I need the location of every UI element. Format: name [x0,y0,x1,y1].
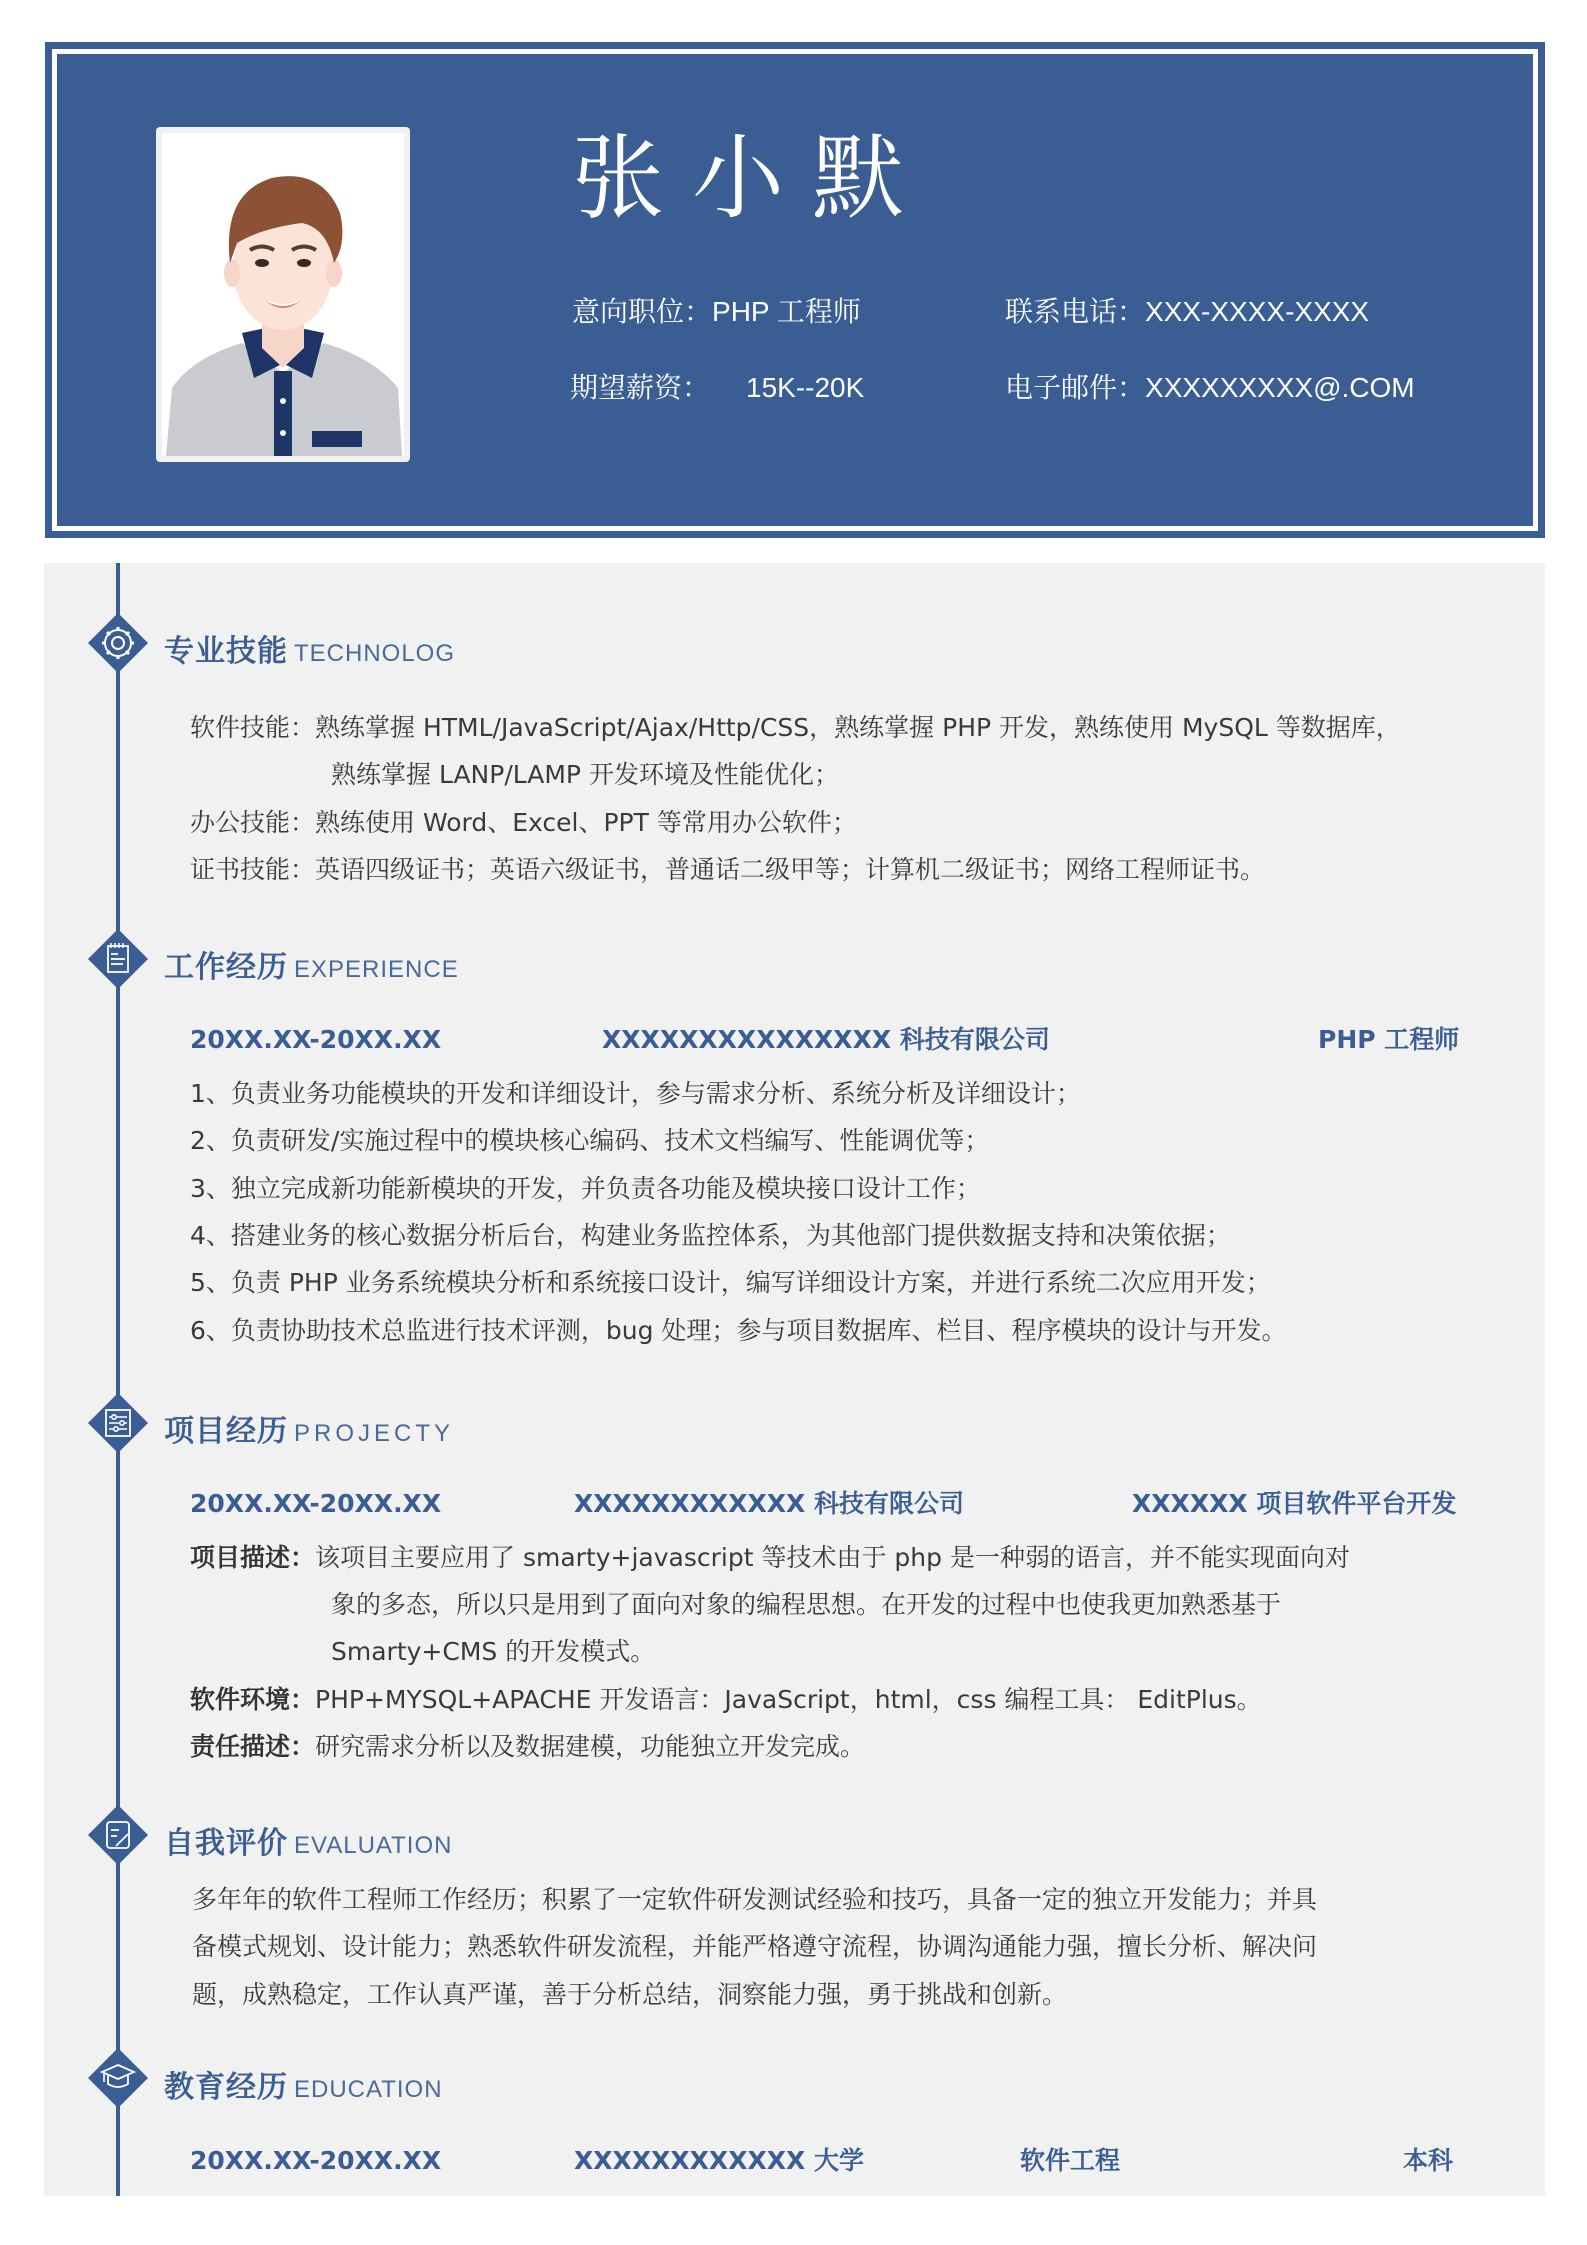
project-environment [190,1685,1262,1715]
work-title-cn: 工作经历 [164,950,288,985]
salary-field [570,370,864,406]
evaluation-section-title [164,1818,452,1862]
project-name: XXXXXX 项目软件平台开发 [1132,1489,1457,1518]
candidate-name: 张小默 [572,125,933,232]
evaluation-title-cn: 自我评价 [164,1826,288,1861]
profile-photo [162,133,404,456]
skills-title-en: TECHNOLOG [294,640,456,667]
skill-label: 软件技能： [190,713,316,742]
work-date: 20XX.XX-20XX.XX [190,1025,442,1054]
skill-label: 办公技能： [190,808,316,837]
skill-item-office [190,808,857,838]
phone-value: XXX-XXXX-XXXX [1145,296,1370,327]
skills-section-title [164,626,455,670]
profile-photo-frame [156,127,410,462]
work-section-marker [88,929,148,989]
salary-label: 期望薪资： [570,371,711,404]
work-section-title [164,942,459,986]
skill-text: 熟练掌握 HTML/JavaScript/Ajax/Http/CSS，熟练掌握 PHP 开发，熟练使用 MySQL 等数据库， [315,713,1401,742]
work-duty: 3、独立完成新功能新模块的开发，并负责各功能及模块接口设计工作； [190,1174,981,1203]
evaluation-section-marker [88,1805,148,1865]
email-field [1005,370,1415,406]
phone-label: 联系电话： [1005,295,1146,328]
project-env-text: PHP+MYSQL+APACHE 开发语言：JavaScript，html，css 编程工具： EditPlus。 [315,1685,1262,1714]
skills-title-cn: 专业技能 [164,634,288,669]
work-duty: 4、搭建业务的核心数据分析后台，构建业务监控体系，为其他部门提供数据支持和决策依据； [190,1221,1231,1250]
email-value: XXXXXXXXX@.COM [1145,372,1415,403]
education-school: XXXXXXXXXXXX 大学 [574,2146,865,2175]
timeline-line [116,563,120,2196]
edit-note-icon [88,1805,148,1865]
education-section-marker [88,2048,148,2108]
project-env-label: 软件环境： [190,1685,316,1714]
work-duty: 5、负责 PHP 业务系统模块分析和系统接口设计，编写详细设计方案，并进行系统二次应用开发； [190,1268,1271,1297]
evaluation-text-line: 多年年的软件工程师工作经历；积累了一定软件研发测试经验和技巧，具备一定的独立开发能力；并具 [192,1885,1318,1914]
education-date: 20XX.XX-20XX.XX [190,2146,442,2175]
project-desc-cont: 象的多态，所以只是用到了面向对象的编程思想。在开发的过程中也使我更加熟悉基于 [331,1590,1282,1619]
education-section-title [164,2062,443,2106]
project-section-title [164,1406,454,1450]
skill-item-software [190,713,1401,743]
education-major: 软件工程 [1020,2146,1121,2175]
position-label: 意向职位： [572,295,713,328]
salary-value: 15K--20K [746,372,865,403]
position-field [572,294,861,330]
project-desc-label: 项目描述： [190,1543,316,1572]
skill-text: 熟练使用 Word、Excel、PPT 等常用办公软件； [315,808,857,837]
skills-section-marker [88,613,148,673]
education-degree: 本科 [1403,2146,1454,2175]
email-label: 电子邮件： [1005,371,1146,404]
project-resp-label: 责任描述： [190,1732,316,1761]
project-section-marker [88,1393,148,1453]
project-company: XXXXXXXXXXXX 科技有限公司 [574,1489,965,1518]
evaluation-text-line: 备模式规划、设计能力；熟悉软件研发流程，并能严格遵守流程，协调沟通能力强，擅长分析、解决问 [192,1932,1318,1961]
project-desc-cont: Smarty+CMS 的开发模式。 [331,1637,656,1666]
skill-item-certificate [190,855,1265,885]
skill-item-software-cont: 熟练掌握 LANP/LAMP 开发环境及性能优化； [331,760,839,789]
work-title-en: EXPERIENCE [294,956,459,983]
sliders-icon [88,1393,148,1453]
project-date: 20XX.XX-20XX.XX [190,1489,442,1518]
project-title-en: PROJECTY [294,1420,455,1447]
project-responsibility [190,1732,865,1762]
work-duty: 1、负责业务功能模块的开发和详细设计，参与需求分析、系统分析及详细设计； [190,1079,1081,1108]
project-desc-text: 该项目主要应用了 smarty+javascript 等技术由于 php 是一种弱的语言，并不能实现面向对 [315,1543,1350,1572]
skill-text: 英语四级证书；英语六级证书，普通话二级甲等；计算机二级证书；网络工程师证书。 [315,855,1266,884]
project-title-cn: 项目经历 [164,1414,288,1449]
work-company: XXXXXXXXXXXXXXX 科技有限公司 [602,1025,1050,1054]
work-role: PHP 工程师 [1318,1025,1460,1054]
skill-label: 证书技能： [190,855,316,884]
notepad-icon [88,929,148,989]
work-duty: 2、负责研发/实施过程中的模块核心编码、技术文档编写、性能调优等； [190,1126,990,1155]
evaluation-text-line: 题，成熟稳定，工作认真严谨，善于分析总结，洞察能力强，勇于挑战和创新。 [192,1980,1068,2009]
phone-field [1005,294,1369,330]
work-duty: 6、负责协助技术总监进行技术评测，bug 处理；参与项目数据库、栏目、程序模块的设计与开发。 [190,1316,1287,1345]
graduation-cap-icon [88,2048,148,2108]
gear-icon [88,613,148,673]
position-value: PHP 工程师 [712,296,861,327]
project-resp-text: 研究需求分析以及数据建模，功能独立开发完成。 [315,1732,866,1761]
avatar-illustration-icon [162,133,404,456]
project-description [190,1543,1350,1573]
evaluation-title-en: EVALUATION [294,1832,453,1859]
education-title-en: EDUCATION [294,2076,443,2103]
education-title-cn: 教育经历 [164,2070,288,2105]
